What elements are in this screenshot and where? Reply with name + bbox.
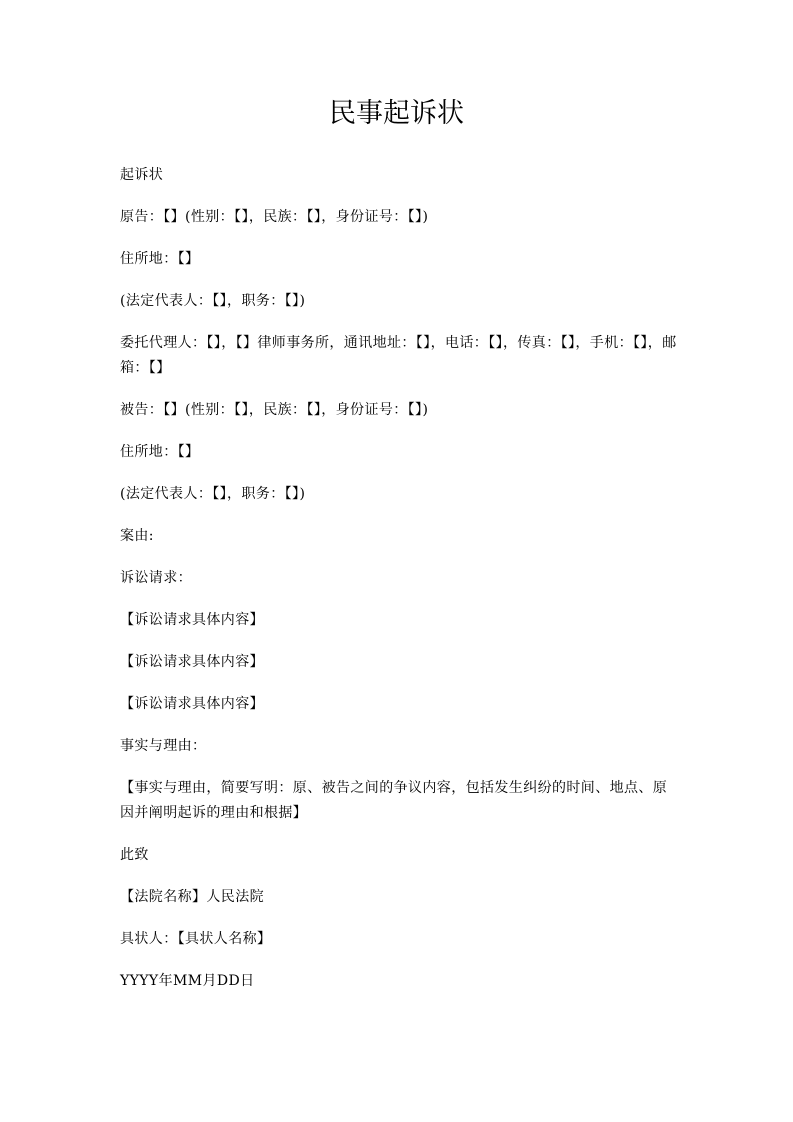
claim-item: 【诉讼请求具体内容】 (120, 696, 264, 712)
claims-heading: 诉讼请求： (120, 570, 192, 586)
facts-body: 【事实与理由，简要写明：原、被告之间的争议内容，包括发生纠纷的时间、地点、原因并阐明起诉的理由和根据】 (120, 780, 668, 821)
document-title: 民事起诉状 (329, 98, 464, 129)
court-line: 【法院名称】人民法院 (120, 889, 264, 905)
defendant-line: 被告：【】(性别：【】，民族：【】，身份证号：【】) (120, 402, 429, 418)
facts-heading: 事实与理由： (120, 738, 207, 754)
claim-item: 【诉讼请求具体内容】 (120, 654, 264, 670)
plaintiff-address-line: 住所地：【】 (120, 251, 200, 267)
salutation-line: 此致 (120, 847, 149, 863)
agent-line: 委托代理人：【】，【】律师事务所，通讯地址：【】，电话：【】，传真：【】，手机：【】，邮箱：【】 (120, 335, 677, 376)
plaintiff-line: 原告：【】(性别：【】，民族：【】，身份证号：【】) (120, 209, 429, 225)
plaintiff-legal-rep-line: (法定代表人：【】，职务：【】) (120, 293, 306, 309)
date-line: YYYY年MM月DD日 (120, 973, 255, 989)
defendant-address-line: 住所地：【】 (120, 444, 200, 460)
cause-line: 案由: (120, 528, 154, 544)
defendant-legal-rep-line: (法定代表人：【】，职务：【】) (120, 486, 306, 502)
signer-line: 具状人：【具状人名称】 (120, 931, 272, 947)
document-body (120, 163, 680, 994)
claim-item: 【诉讼请求具体内容】 (120, 612, 264, 628)
heading-complaint: 起诉状 (120, 167, 164, 183)
